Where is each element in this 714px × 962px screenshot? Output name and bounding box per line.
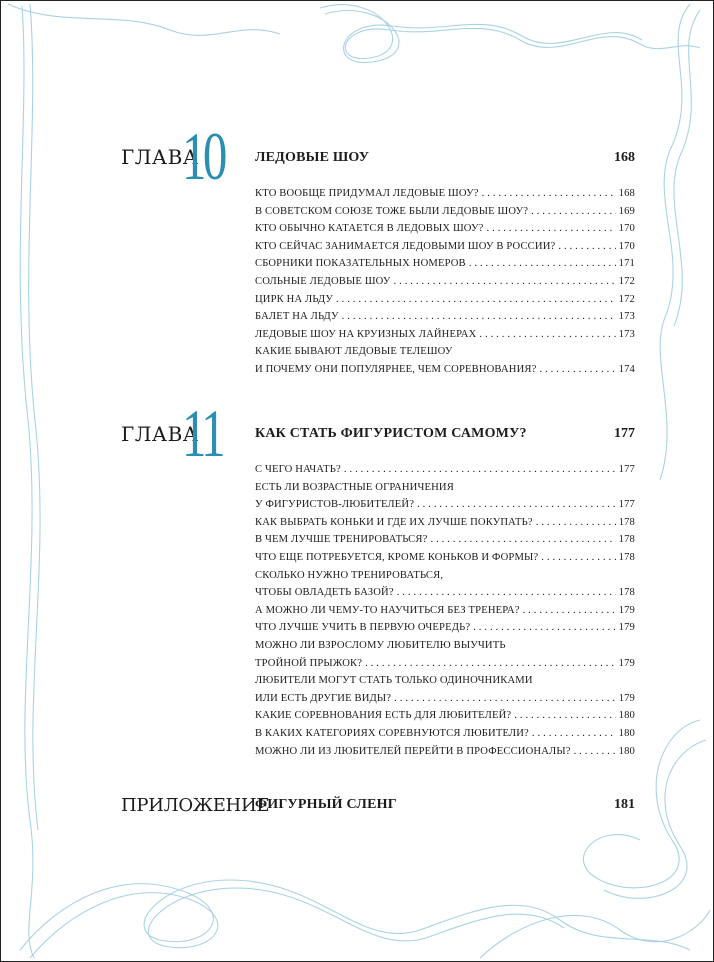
toc-entry (255, 637, 635, 655)
toc-entry (255, 549, 635, 567)
toc-entry-page: 169 (618, 205, 635, 217)
toc-entry (255, 361, 635, 379)
toc-entry (255, 291, 635, 309)
toc-entry (255, 602, 635, 620)
toc-entry-title: КТО СЕЙЧАС ЗАНИМАЕТСЯ ЛЕДОВЫМИ ШОУ В РОССИИ? (255, 240, 556, 252)
toc-entry-page: 174 (618, 363, 635, 375)
swirl-left-edge-2 (29, 4, 40, 830)
toc-entry-page: 168 (618, 188, 635, 199)
toc-entry (255, 273, 635, 291)
toc-entry (255, 238, 635, 256)
toc-entry (255, 308, 635, 326)
toc-entry (255, 672, 635, 690)
toc-entry (255, 496, 635, 514)
toc-entry-title: СОЛЬНЫЕ ЛЕДОВЫЕ ШОУ (255, 275, 391, 287)
dot-leader (394, 690, 616, 708)
toc-entry-page: 180 (618, 727, 635, 739)
toc-entry (255, 567, 635, 585)
toc-entry-page: 173 (618, 328, 635, 340)
toc-entry-title: С ЧЕГО НАЧАТЬ? (255, 464, 341, 475)
appendix-title: ФИГУРНЫЙ СЛЕНГ (255, 797, 397, 812)
chapter-contents-list (255, 461, 635, 760)
toc-entry-title: У ФИГУРИСТОВ-ЛЮБИТЕЛЕЙ? (255, 499, 415, 511)
toc-entry-page: 179 (618, 657, 635, 669)
toc-entry (255, 707, 635, 725)
swirl-top-center-2 (325, 11, 642, 63)
toc-entry (255, 343, 635, 361)
toc-entry (255, 185, 635, 203)
swirl-bottom (20, 880, 690, 950)
toc-entry-title: КАКИЕ БЫВАЮТ ЛЕДОВЫЕ ТЕЛЕШОУ (255, 346, 453, 358)
toc-entry-title: В КАКИХ КАТЕГОРИЯХ СОРЕВНУЮТСЯ ЛЮБИТЕЛИ? (255, 727, 529, 739)
dot-leader (536, 514, 616, 532)
toc-entry-title: КАК ВЫБРАТЬ КОНЬКИ И ГДЕ ИХ ЛУЧШЕ ПОКУПАТЬ? (255, 516, 533, 528)
toc-entry-page: 178 (618, 534, 635, 546)
chapter-page-number: 168 (614, 150, 635, 165)
toc-entry-title: СКОЛЬКО НУЖНО ТРЕНИРОВАТЬСЯ, (255, 569, 444, 581)
toc-entry (255, 743, 635, 761)
toc-entry (255, 461, 635, 479)
toc-entry-title: МОЖНО ЛИ ВЗРОСЛОМУ ЛЮБИТЕЛЮ ВЫУЧИТЬ (255, 639, 506, 651)
dot-leader (523, 602, 616, 620)
toc-entry-page: 179 (618, 622, 635, 634)
dot-leader (336, 291, 616, 309)
toc-entry-title: ЧТО ЛУЧШЕ УЧИТЬ В ПЕРВУЮ ОЧЕРЕДЬ? (255, 622, 471, 634)
swirl-right-edge (660, 4, 690, 480)
toc-entry-title: МОЖНО ЛИ ИЗ ЛЮБИТЕЛЕЙ ПЕРЕЙТИ В ПРОФЕССИОНАЛЫ? (255, 745, 571, 757)
toc-entry-page: 177 (618, 499, 635, 511)
dot-leader (532, 725, 616, 743)
chapter-number: 10 (182, 118, 224, 194)
dot-leader (514, 707, 615, 725)
dot-leader (487, 220, 616, 238)
toc-entry (255, 326, 635, 344)
toc-entry-page: 180 (618, 710, 635, 722)
toc-entry-title: А МОЖНО ЛИ ЧЕМУ-ТО НАУЧИТЬСЯ БЕЗ ТРЕНЕРА? (255, 604, 520, 616)
toc-entry-page: 172 (618, 293, 635, 305)
chapter-contents-list (255, 185, 635, 379)
toc-entry-page: 177 (618, 464, 635, 475)
toc-entry-title: ЦИРК НА ЛЬДУ (255, 293, 334, 305)
toc-entry-page: 170 (618, 223, 635, 235)
chapter-number: 11 (182, 395, 222, 471)
toc-entry (255, 479, 635, 497)
dot-leader (479, 326, 615, 344)
chapter-title: КАК СТАТЬ ФИГУРИСТОМ САМОМУ? (255, 426, 527, 441)
toc-entry-page: 178 (618, 516, 635, 528)
toc-entry-page: 178 (618, 551, 635, 563)
dot-leader (531, 203, 616, 221)
chapter-title: ЛЕДОВЫЕ ШОУ (255, 150, 370, 165)
toc-entry-title: В ЧЕМ ЛУЧШЕ ТРЕНИРОВАТЬСЯ? (255, 534, 428, 546)
dot-leader (541, 549, 615, 567)
swirl-top-center (320, 5, 700, 59)
toc-entry-title: КТО ВООБЩЕ ПРИДУМАЛ ЛЕДОВЫЕ ШОУ? (255, 188, 479, 199)
toc-entry (255, 725, 635, 743)
toc-entry-title: КТО ОБЫЧНО КАТАЕТСЯ В ЛЕДОВЫХ ШОУ? (255, 223, 484, 235)
toc-entry-page: 173 (618, 311, 635, 323)
swirl-bottom-2 (30, 888, 564, 958)
toc-entry (255, 584, 635, 602)
toc-entry-page: 171 (618, 258, 635, 270)
appendix-page-number: 181 (614, 797, 635, 812)
toc-entry-title: СБОРНИКИ ПОКАЗАТЕЛЬНЫХ НОМЕРОВ (255, 258, 466, 270)
toc-entry-title: ЛЮБИТЕЛИ МОГУТ СТАТЬ ТОЛЬКО ОДИНОЧНИКАМИ (255, 675, 533, 687)
dot-leader (539, 361, 615, 379)
dot-leader (469, 255, 616, 273)
dot-leader (394, 273, 616, 291)
swirl-right-bottom-2 (604, 740, 706, 898)
toc-entry-page: 172 (618, 275, 635, 287)
swirl-top-left (8, 4, 280, 35)
dot-leader (397, 584, 616, 602)
dot-leader (558, 238, 615, 256)
toc-entry-title: ЛЕДОВЫЕ ШОУ НА КРУИЗНЫХ ЛАЙНЕРАХ (255, 328, 477, 340)
toc-entry (255, 690, 635, 708)
toc-entry (255, 514, 635, 532)
swirl-right-edge-2 (674, 10, 700, 326)
toc-entry-page: 170 (618, 240, 635, 252)
dot-leader (482, 185, 616, 203)
toc-entry-title: ИЛИ ЕСТЬ ДРУГИЕ ВИДЫ? (255, 692, 392, 704)
toc-entry (255, 203, 635, 221)
toc-entry-title: И ПОЧЕМУ ОНИ ПОПУЛЯРНЕЕ, ЧЕМ СОРЕВНОВАНИЯ? (255, 363, 537, 375)
dot-leader (417, 496, 616, 514)
dot-leader (430, 531, 615, 549)
chapter-label: ГЛАВА (121, 145, 199, 169)
toc-entry (255, 255, 635, 273)
dot-leader (344, 461, 616, 479)
dot-leader (574, 743, 616, 761)
toc-entry-title: КАКИЕ СОРЕВНОВАНИЯ ЕСТЬ ДЛЯ ЛЮБИТЕЛЕЙ? (255, 710, 512, 722)
toc-entry (255, 220, 635, 238)
toc-entry (255, 619, 635, 637)
chapter-label: ГЛАВА (121, 422, 199, 446)
appendix-label: ПРИЛОЖЕНИЕ (121, 795, 270, 816)
toc-entry-title: ТРОЙНОЙ ПРЫЖОК? (255, 657, 363, 669)
dot-leader (342, 308, 616, 326)
dot-leader (473, 619, 615, 637)
toc-entry-page: 180 (618, 745, 635, 757)
dot-leader (365, 655, 616, 673)
toc-entry-page: 178 (618, 587, 635, 599)
toc-entry-page: 179 (618, 692, 635, 704)
swirl-bottom-3 (480, 910, 710, 958)
toc-entry-title: В СОВЕТСКОМ СОЮЗЕ ТОЖЕ БЫЛИ ЛЕДОВЫЕ ШОУ? (255, 205, 529, 217)
toc-entry-title: ЕСТЬ ЛИ ВОЗРАСТНЫЕ ОГРАНИЧЕНИЯ (255, 481, 454, 493)
toc-entry-title: ЧТО ЕЩЕ ПОТРЕБУЕТСЯ, КРОМЕ КОНЬКОВ И ФОРМЫ? (255, 551, 539, 563)
toc-entry (255, 531, 635, 549)
toc-entry-page: 179 (618, 604, 635, 616)
toc-entry-title: ЧТОБЫ ОВЛАДЕТЬ БАЗОЙ? (255, 587, 394, 599)
toc-entry (255, 655, 635, 673)
chapter-page-number: 177 (614, 426, 635, 441)
toc-entry-title: БАЛЕТ НА ЛЬДУ (255, 311, 339, 323)
